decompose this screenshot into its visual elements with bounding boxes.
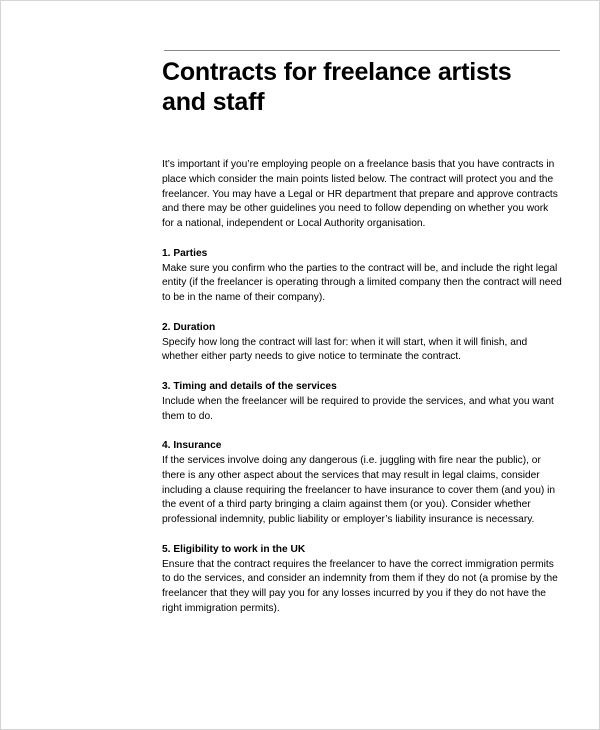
section-eligibility [162, 543, 562, 617]
header-divider [164, 50, 560, 51]
section-text: If the services involve doing any dangerous (i.e. juggling with fire near the public), or there is any other aspect about the services that may result in legal claims, consider including a clause requiring the freelancer to have insurance to cover them (and you) in the event of a third party bringing a claim against them (or you). Consider whether professional indemnity, public liability or employer’s liability insurance is necessary. [162, 454, 556, 526]
section-parties [162, 247, 562, 306]
section-text: Specify how long the contract will last for: when it will start, when it will finish, and whether either party needs to give notice to terminate the contract. [162, 336, 528, 363]
section-timing [162, 380, 562, 424]
section-text: Include when the freelancer will be required to provide the services, and what you want them to do. [162, 395, 554, 422]
section-heading: 5. Eligibility to work in the UK [162, 543, 306, 555]
document-title: Contracts for freelance artists and staff [162, 58, 512, 116]
section-text: Make sure you confirm who the parties to the contract will be, and include the right legal entity (if the freelancer is operating through a limited company then the contract will need to be in the name of their company). [162, 262, 562, 304]
section-heading: 1. Parties [162, 247, 208, 259]
section-insurance [162, 439, 562, 528]
document-body [162, 158, 562, 632]
section-text: Ensure that the contract requires the freelancer to have the correct immigration permits to do the services, and consider an indemnity from them if they do not (a promise by the freelancer that they will pay you for any losses incurred by you if they do not have the right immigration permits). [162, 558, 558, 614]
section-heading: 4. Insurance [162, 440, 222, 452]
section-duration [162, 321, 562, 365]
intro-paragraph: It’s important if you’re employing people on a freelance basis that you have contracts in place which consider the main points listed below. The contract will protect you and the freelancer. You may have a Legal or HR department that prepare and approve contracts and there may be other guidelines you need to follow depending on whether you work for a national, independent or Local Authority organisation. [162, 159, 558, 230]
section-heading: 2. Duration [162, 321, 216, 333]
section-heading: 3. Timing and details of the services [162, 380, 337, 392]
